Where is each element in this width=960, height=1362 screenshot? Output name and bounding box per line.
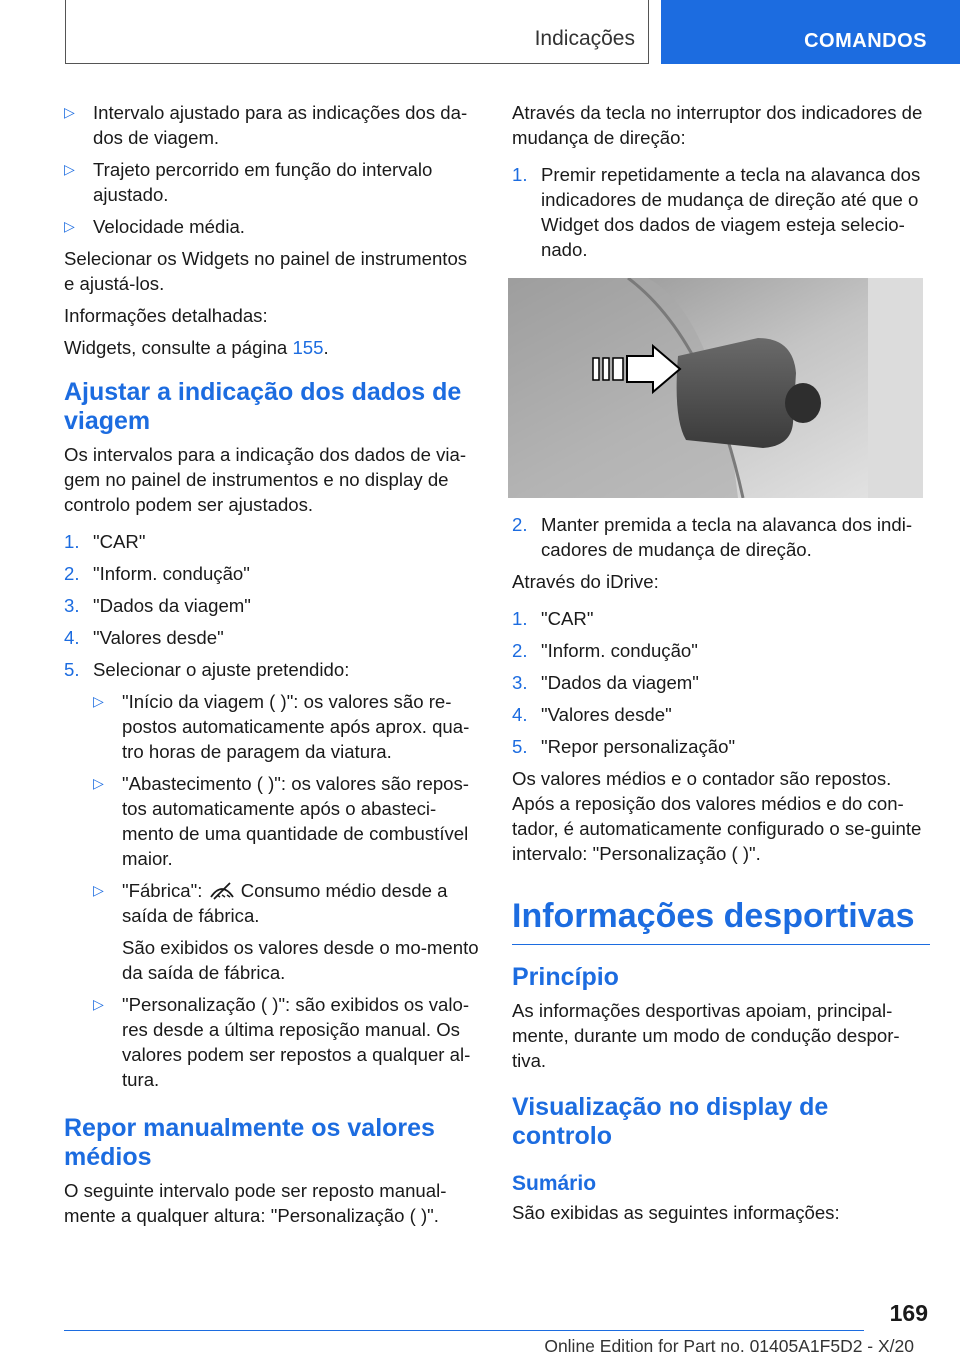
triangle-bullet-icon: ▷ <box>64 104 75 120</box>
page-link[interactable]: 155 <box>292 337 324 358</box>
left-column <box>64 100 482 1235</box>
paragraph: Através da tecla no interruptor dos indicadores de mudança de direção: <box>512 102 923 148</box>
triangle-bullet-icon: ▷ <box>93 775 104 791</box>
footer-edition: Online Edition for Part no. 01405A1F5D2 - X/20 <box>544 1336 914 1356</box>
factory-icon <box>208 881 236 901</box>
section-heading: Princípio <box>512 963 619 991</box>
bullet-item: ▷ Trajeto percorrido em função do intervalo ajustado. <box>64 159 433 205</box>
bullet-item: ▷ Velocidade média. <box>64 216 245 237</box>
step-item: 2. "Inform. condução" <box>64 563 250 584</box>
page-number: 169 <box>889 1300 928 1326</box>
paragraph: Os intervalos para a indicação dos dados de via-gem no painel de instrumentos e no display de controlo podem ser ajustados. <box>64 444 467 515</box>
paragraph: Através do iDrive: <box>512 571 659 592</box>
lever-image <box>508 278 923 498</box>
chapter-tab[interactable]: COMANDOS <box>661 0 960 64</box>
section-heading: Ajustar a indicação dos dados de viagem <box>64 378 462 435</box>
chapter-heading: Informações desportivas <box>512 896 930 945</box>
paragraph: São exibidas as seguintes informações: <box>512 1202 840 1223</box>
option-item: ▷ "Fábrica": Consumo médio desde a saída de fábrica. <box>93 880 448 926</box>
paragraph: As informações desportivas apoiam, principal-mente, durante um modo de condução despor-tiva. <box>512 1000 900 1071</box>
option-item: ▷ "Início da viagem ( )": os valores são re-postos automaticamente após aprox. qua-tro horas de paragem da viatura. <box>93 691 470 762</box>
step-item: 5. Selecionar o ajuste pretendido: <box>64 659 350 680</box>
step-item: 2. "Inform. condução" <box>512 640 698 661</box>
paragraph: Informações detalhadas: <box>64 305 268 326</box>
step-item: 1. "CAR" <box>64 531 146 552</box>
triangle-bullet-icon: ▷ <box>64 161 75 177</box>
step-item: 5. "Repor personalização" <box>512 736 736 757</box>
option-item: ▷ "Personalização ( )": são exibidos os valo-res desde a última reposição manual. Os valores podem ser repostos a qualquer al-tura. <box>93 994 471 1090</box>
footer-divider <box>64 1330 864 1331</box>
section-heading: Repor manualmente os valores médios <box>64 1114 435 1171</box>
triangle-bullet-icon: ▷ <box>93 882 104 898</box>
header-section: Indicações <box>534 27 635 50</box>
step-item: 1. "CAR" <box>512 608 594 629</box>
triangle-bullet-icon: ▷ <box>64 218 75 234</box>
option-item: ▷ "Abastecimento ( )": os valores são repos-tos automaticamente após o abasteci-mento de uma quantidade de combustível maior. <box>93 773 469 869</box>
step-item: 2. Manter premida a tecla na alavanca dos indi-cadores de mudança de direção. <box>512 514 913 560</box>
step-item: 1. Premir repetidamente a tecla na alavanca dos indicadores de mudança de direção até que o Widget dos dados de viagem esteja selecio-nado. <box>512 164 921 260</box>
section-heading: Visualização no display de controlo <box>512 1093 829 1150</box>
option-note: São exibidos os valores desde o mo-mento da saída de fábrica. <box>122 937 479 983</box>
subsection-heading: Sumário <box>512 1172 597 1195</box>
step-item: 4. "Valores desde" <box>512 704 672 725</box>
triangle-bullet-icon: ▷ <box>93 693 104 709</box>
triangle-bullet-icon: ▷ <box>93 996 104 1012</box>
paragraph: O seguinte intervalo pode ser reposto manual-mente a qualquer altura: "Personalização ( )". <box>64 1180 447 1226</box>
bullet-item: ▷ Intervalo ajustado para as indicações dos da-dos de viagem. <box>64 102 468 148</box>
step-item: 4. "Valores desde" <box>64 627 224 648</box>
right-column <box>512 100 930 1232</box>
step-item: 3. "Dados da viagem" <box>64 595 251 616</box>
step-item: 3. "Dados da viagem" <box>512 672 699 693</box>
paragraph: Selecionar os Widgets no painel de instrumentos e ajustá-los. <box>64 248 468 294</box>
turn-signal-lever-illustration <box>508 278 923 498</box>
paragraph: Widgets, consulte a página 155. <box>64 337 329 358</box>
paragraph: Os valores médios e o contador são repostos. Após a reposição dos valores médios e do con-tador, é automaticamente configurado o se-guinte intervalo: "Personalização ( )". <box>512 768 922 864</box>
